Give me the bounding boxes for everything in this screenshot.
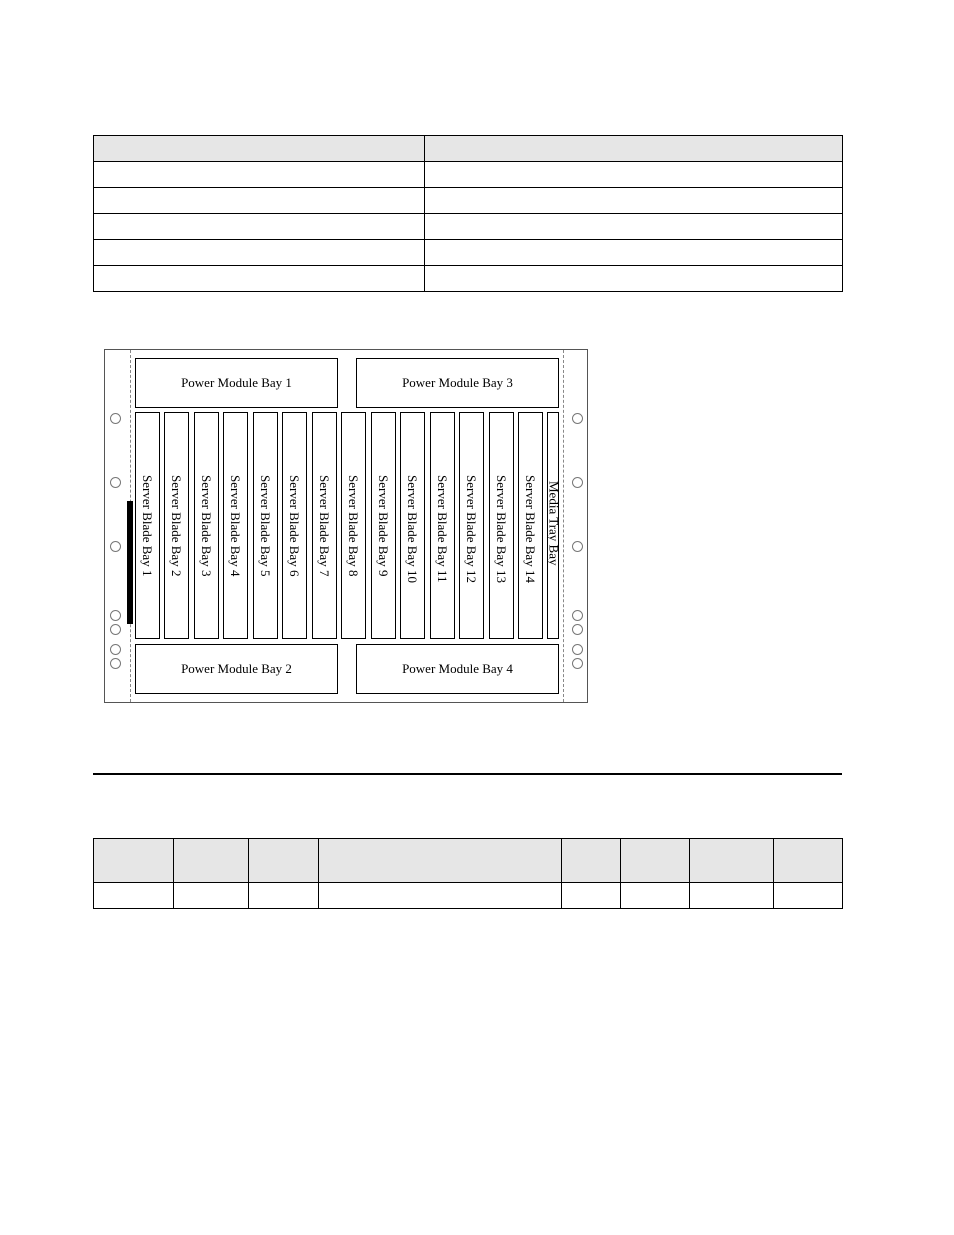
chassis-diagram [104,349,588,703]
bay-label: Server Blade Bay 2 [169,475,184,577]
power-module-bay-3 [356,358,559,408]
table-cell [94,839,174,883]
server-blade-bay-4 [223,412,248,639]
power-module-label: Power Module Bay 1 [181,375,292,390]
table-cell [425,266,843,292]
table-cell [94,883,174,909]
table-cell [425,188,843,214]
server-blade-bay-11 [430,412,455,639]
server-blade-bay-9 [371,412,396,639]
table-cell [94,136,425,162]
table-cell [621,839,690,883]
media-tray-bay [546,412,562,639]
table-header-row [94,839,843,883]
bay-label: Server Blade Bay 4 [228,475,243,577]
mount-hole [572,541,583,552]
table-row [94,240,843,266]
table-cell [425,136,843,162]
table-cell [94,240,425,266]
mount-hole [110,658,121,669]
bay-label: Server Blade Bay 6 [287,475,302,577]
power-module-bay-1 [135,358,338,408]
power-module-bay-2 [135,644,338,694]
bay-label: Server Blade Bay 5 [258,475,273,577]
section-divider [93,773,842,775]
server-blade-bay-10 [400,412,425,639]
mount-hole [572,658,583,669]
server-blade-bay-6 [282,412,307,639]
table-cell [249,839,319,883]
bay-label: Server Blade Bay 10 [405,475,420,583]
table-row [94,162,843,188]
server-blade-bay-7 [312,412,337,639]
mount-hole [110,541,121,552]
table-row [94,266,843,292]
table-cell [425,162,843,188]
table-cell [562,883,621,909]
table-row [94,883,843,909]
mount-hole [110,610,121,621]
bay-label: Server Blade Bay 13 [494,475,509,583]
mount-hole [110,644,121,655]
table-cell [94,188,425,214]
bay-label: Server Blade Bay 1 [140,475,155,577]
server-blade-bay-8 [341,412,366,639]
table-cell [94,214,425,240]
table-cell [425,240,843,266]
table-row [94,188,843,214]
bay-label: Server Blade Bay 7 [317,475,332,577]
table-header-row [94,136,843,162]
table-cell [425,214,843,240]
table-cell [690,883,774,909]
table-cell [774,883,843,909]
power-module-label: Power Module Bay 4 [402,661,513,676]
mount-hole [572,477,583,488]
server-blade-bay-3 [194,412,219,639]
table-cell [562,839,621,883]
server-blade-bay-13 [489,412,514,639]
server-blade-bay-2 [164,412,189,639]
bay-label: Server Blade Bay 3 [199,475,214,577]
table-cell [174,883,249,909]
right-rail [563,350,564,702]
mount-hole [572,610,583,621]
bay-label: Server Blade Bay 12 [464,475,479,583]
mount-hole [110,413,121,424]
table-cell [319,839,562,883]
table-cell [774,839,843,883]
table-cell [249,883,319,909]
table-cell [174,839,249,883]
server-blade-bay-12 [459,412,484,639]
table-cell [94,162,425,188]
bay-label: Server Blade Bay 8 [346,475,361,577]
table-cell [319,883,562,909]
bay-label: Server Blade Bay 11 [435,475,450,583]
server-blade-bay-1 [135,412,160,639]
table-cell [94,266,425,292]
chassis-handle [127,501,133,624]
mount-hole [572,413,583,424]
table-row [94,214,843,240]
bay-label: Server Blade Bay 14 [523,475,538,583]
bottom-table [93,838,843,909]
bay-label: Server Blade Bay 9 [376,475,391,577]
mount-hole [110,624,121,635]
mount-hole [110,477,121,488]
power-module-label: Power Module Bay 3 [402,375,513,390]
table-cell [621,883,690,909]
power-module-label: Power Module Bay 2 [181,661,292,676]
server-blade-bay-14 [518,412,543,639]
mount-hole [572,644,583,655]
server-blade-bay-5 [253,412,278,639]
top-table [93,135,843,292]
power-module-bay-4 [356,644,559,694]
table-cell [690,839,774,883]
bay-label: Media Tray Bay [546,481,562,566]
mount-hole [572,624,583,635]
